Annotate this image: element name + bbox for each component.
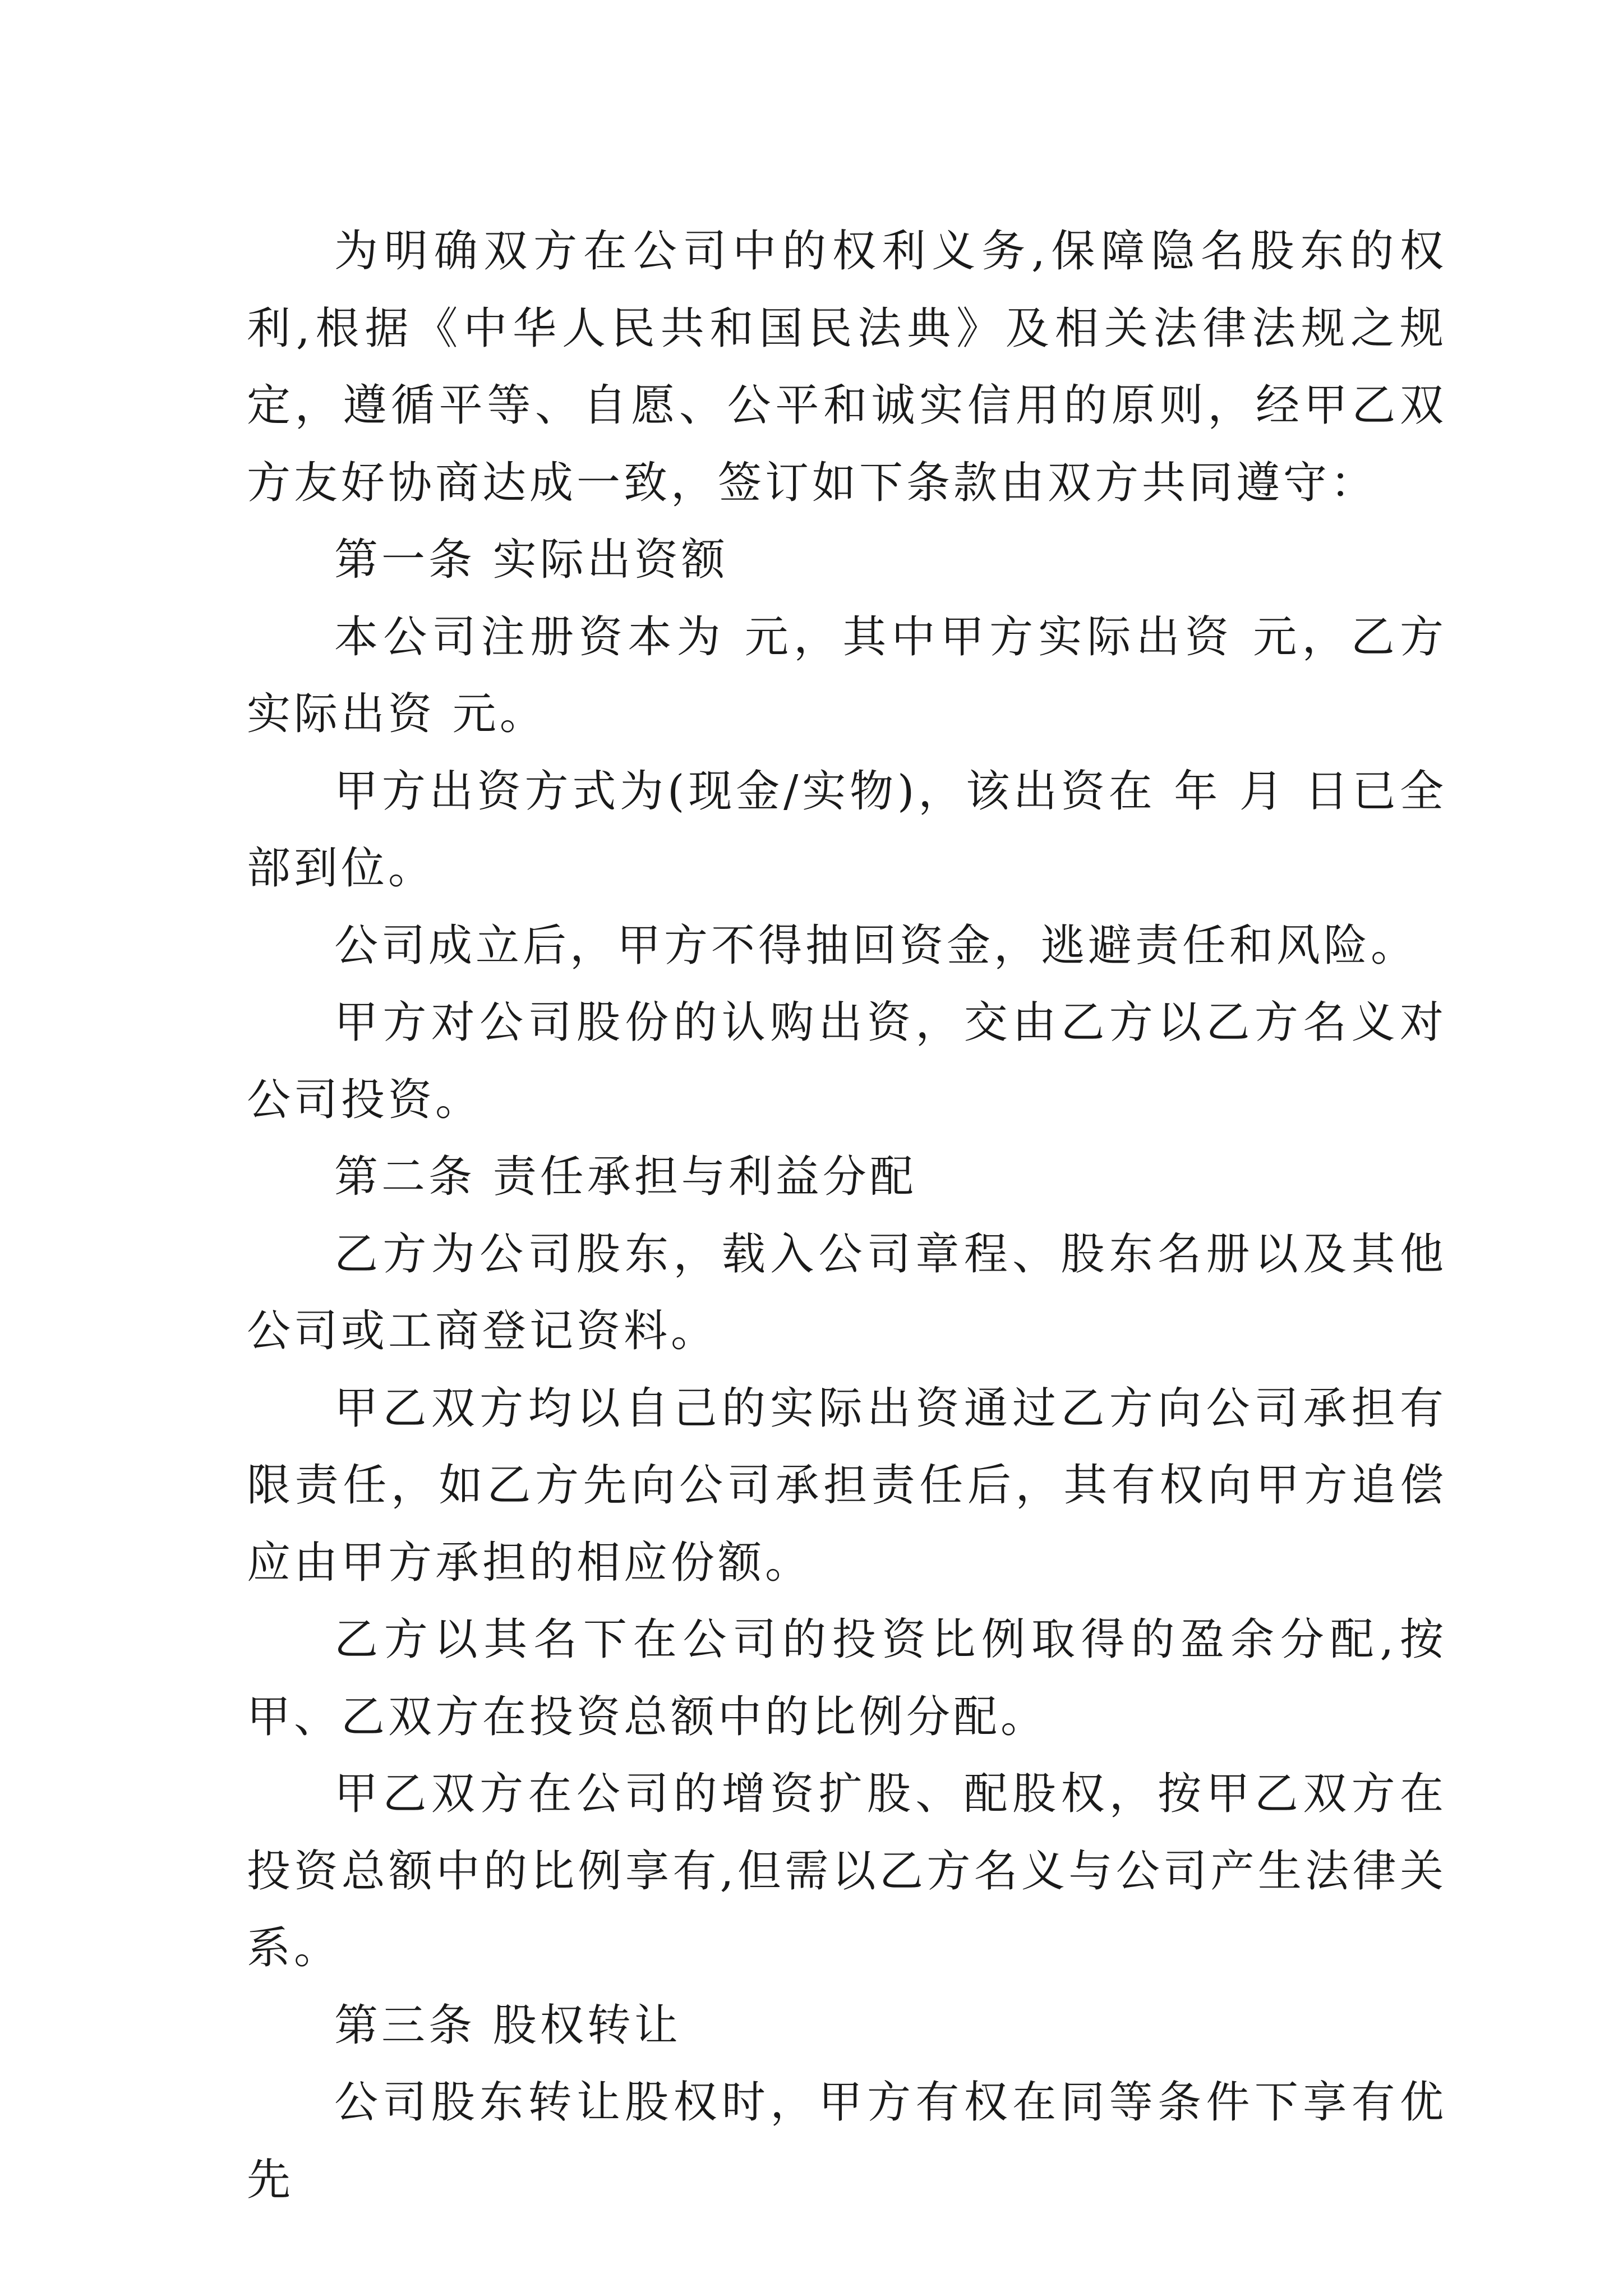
paragraph-capital-increase: 甲乙双方在公司的增资扩股、配股权，按甲乙双方在投资总额中的比例享有,但需以乙方名义与公司产生法律关系。: [247, 1769, 1447, 1973]
article-1-heading: 第一条 实际出资额: [334, 535, 728, 585]
article-3-heading: 第三条 股权转让: [334, 2000, 681, 2051]
paragraph-profit-distribution: 乙方以其名下在公司的投资比例取得的盈余分配,按甲、乙双方在投资总额中的比例分配。: [247, 1614, 1447, 1742]
paragraph-limited-liability: 甲乙双方均以自己的实际出资通过乙方向公司承担有限责任，如乙方先向公司承担责任后，其有权向甲方追偿应由甲方承担的相应份额。: [247, 1383, 1447, 1588]
paragraph-equity-transfer: 公司股东转让股权时，甲方有权在同等条件下享有优先: [247, 2077, 1447, 2205]
document-body: [247, 213, 1447, 2219]
paragraph-share-subscription: 甲方对公司股份的认购出资，交由乙方以乙方名义对公司投资。: [247, 997, 1447, 1125]
paragraph-shareholder-registration: 乙方为公司股东，载入公司章程、股东名册以及其他公司或工商登记资料。: [247, 1228, 1447, 1356]
paragraph-registered-capital: 本公司注册资本为 元，其中甲方实际出资 元，乙方实际出资 元。: [247, 611, 1447, 739]
paragraph-no-withdrawal: 公司成立后，甲方不得抽回资金，逃避责任和风险。: [334, 920, 1418, 971]
paragraph-preamble: 为明确双方在公司中的权利义务,保障隐名股东的权利,根据《中华人民共和国民法典》及相关法律法规之规定，遵循平等、自愿、公平和诚实信用的原则，经甲乙双方友好协商达成一致，签订如下条款由双方共同遵守：: [247, 226, 1447, 508]
article-2-heading: 第二条 责任承担与利益分配: [334, 1152, 917, 1202]
paragraph-contribution-method: 甲方出资方式为(现金/实物)，该出资在 年 月 日已全部到位。: [247, 766, 1447, 894]
